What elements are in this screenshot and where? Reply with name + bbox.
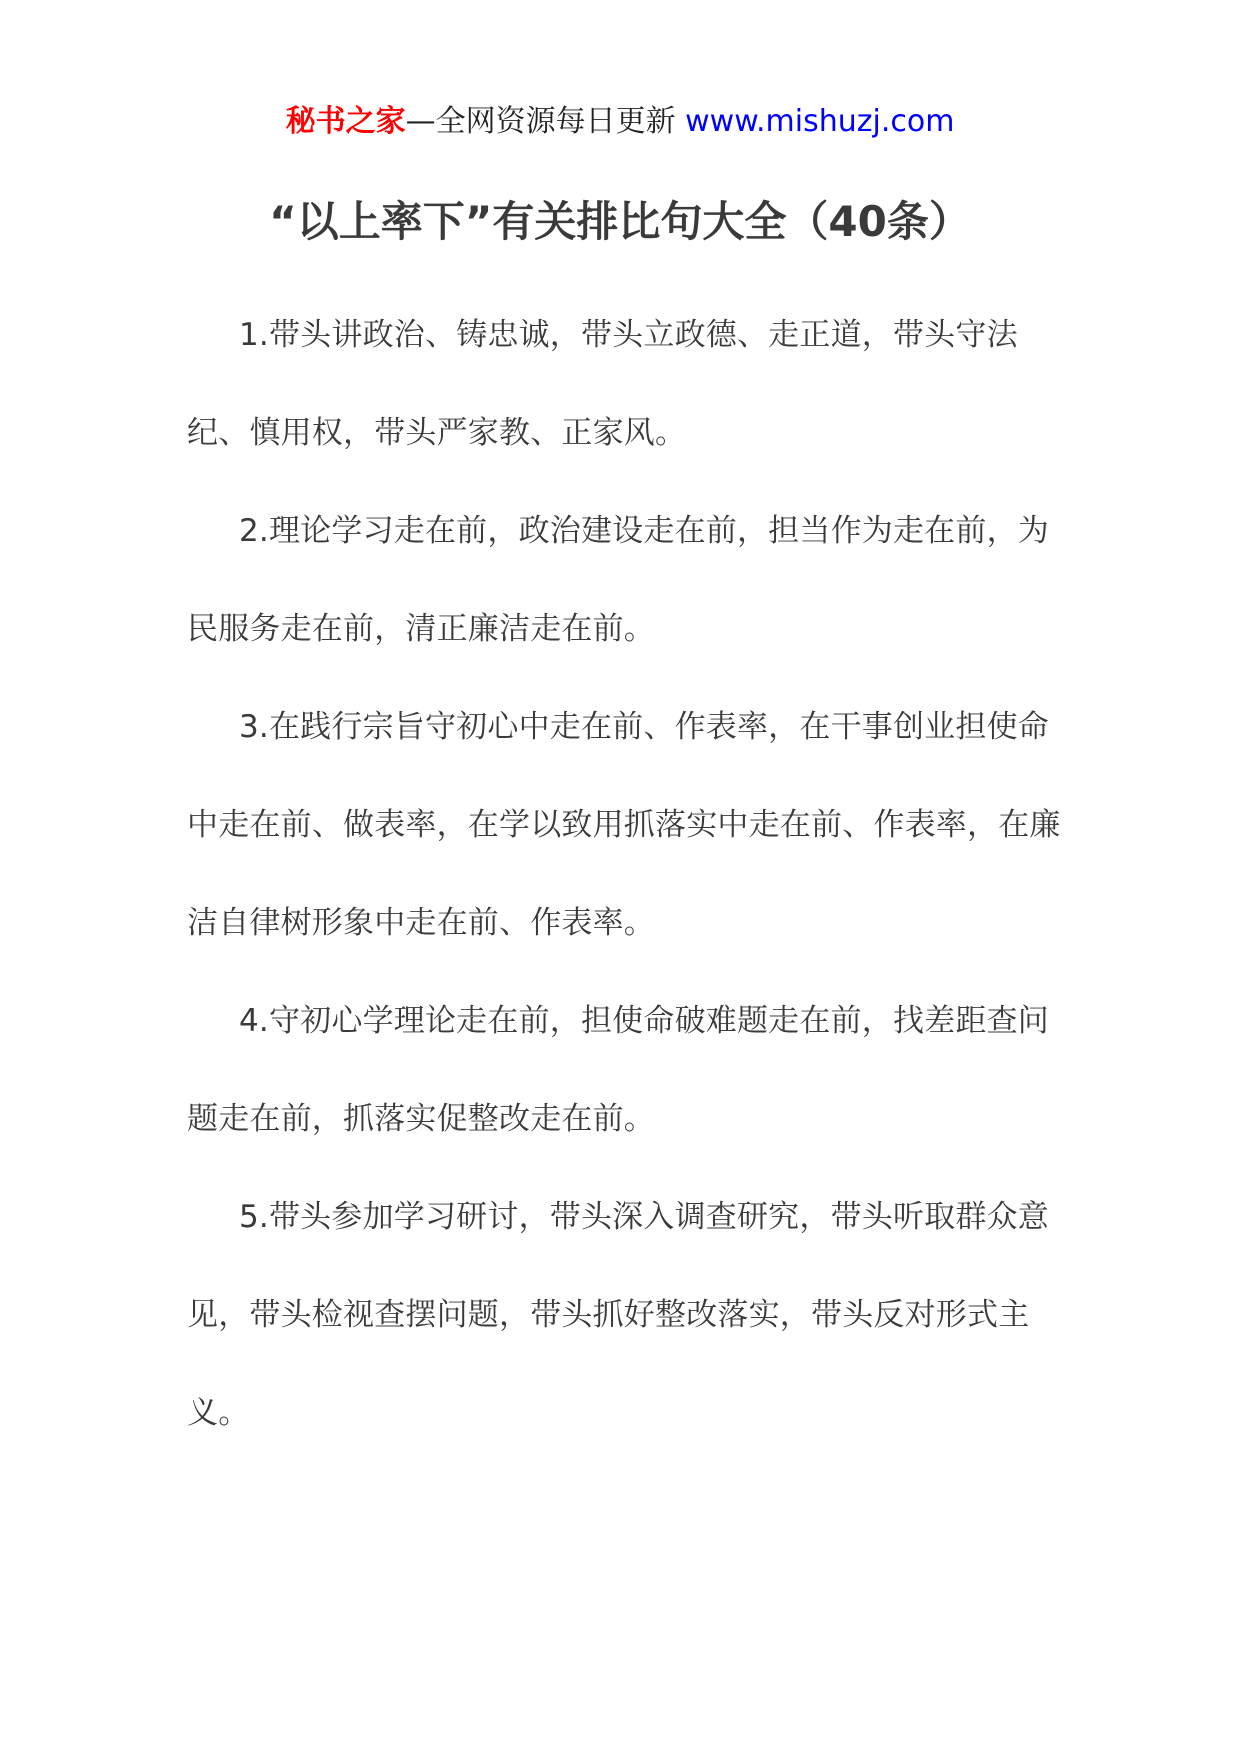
brand-name: 秘书之家 [285,104,406,139]
site-url-link[interactable]: www.mishuzj.com [685,104,955,139]
paragraph-1: 1.带头讲政治、铸忠诚，带头立政德、走正道，带头守法纪、慎用权，带头严家教、正家风。 [187,317,1018,451]
paragraph-3: 3.在践行宗旨守初心中走在前、作表率，在干事创业担使命中走在前、做表率，在学以致用抓落实中走在前、作表率，在廉洁自律树形象中走在前、作表率。 [187,709,1061,941]
paragraph-5: 5.带头参加学习研讨，带头深入调查研究，带头听取群众意见，带头检视查摆问题，带头抓好整改落实，带头反对形式主义。 [187,1199,1049,1431]
document-title: “以上率下”有关排比句大全（40条） [269,197,971,246]
header-slogan: —全网资源每日更新 [405,104,686,139]
paragraph-4: 4.守初心学理论走在前，担使命破难题走在前，找差距查问题走在前，抓落实促整改走在前。 [187,1003,1049,1137]
site-header [0,100,1240,144]
paragraph-2: 2.理论学习走在前，政治建设走在前，担当作为走在前，为民服务走在前，清正廉洁走在前。 [187,513,1049,647]
document-body [187,286,1067,1462]
